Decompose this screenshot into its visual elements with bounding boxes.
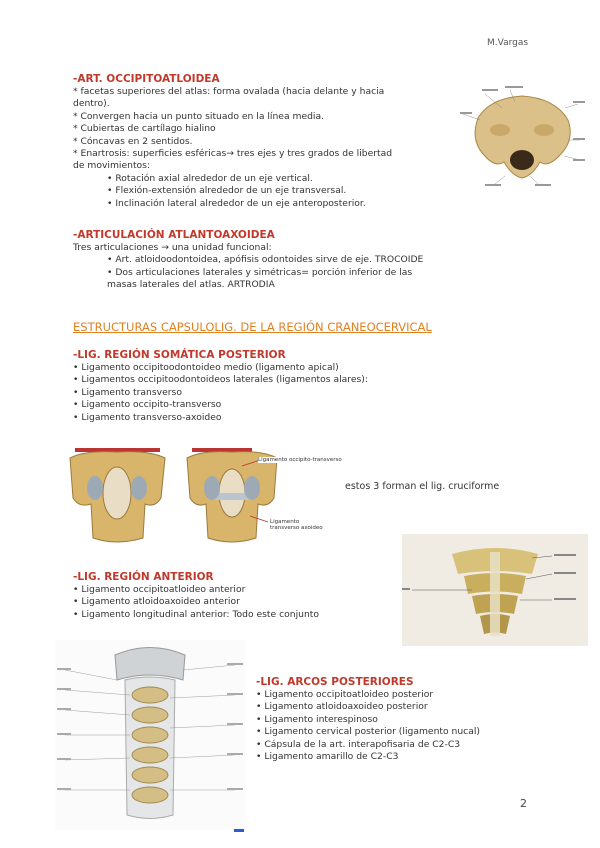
sec3-line: • Ligamento occipitoodontoideo medio (ligamento apical) — [73, 362, 339, 373]
sec2-bullet: • Art. atloidoodontoidea, apófisis odontoides sirve de eje. TROCOIDE — [107, 254, 424, 266]
sec4-line: • Ligamento longitudinal anterior: Todo este conjunto — [73, 608, 320, 620]
sec1-line: * facetas superiores del atlas: forma ovalada (hacia delante y hacia — [73, 86, 385, 97]
author-name: M.Vargas — [487, 38, 529, 48]
sec1-line: * Cubiertas de cartílago hialino — [73, 123, 216, 135]
foramen-hole — [510, 150, 534, 170]
sec5-line: • Ligamento amarillo de C2-C3 — [256, 751, 399, 763]
sec1-bullet: • Inclinación lateral alrededor de un eje anteroposterior. — [107, 197, 366, 209]
heading-somatica-posterior: -LIG. REGIÓN SOMÁTICA POSTERIOR — [73, 349, 286, 361]
sec1-line: * Cóncavas en 2 sentidos. — [73, 135, 193, 147]
sec5-line: • Ligamento atloidoaxoideo posterior — [256, 701, 428, 713]
sec1-text — [73, 86, 392, 210]
sec3-line: • Ligamento transverso-axoideo — [73, 411, 222, 423]
posterior-arches-figure — [55, 640, 245, 830]
sec4-line: • Ligamento occipitoatloideo anterior — [73, 584, 246, 595]
sec5-text — [256, 689, 480, 763]
heading-region-anterior: -LIG. REGIÓN ANTERIOR — [73, 571, 214, 583]
sec5-line: • Ligamento interespinoso — [256, 713, 378, 725]
sec2-intro: Tres articulaciones → una unidad funcional: — [73, 242, 272, 253]
ligament-figure-right — [182, 438, 282, 548]
sec5-line: • Ligamento occipitoatloideo posterior — [256, 689, 434, 700]
section-title-craneocervical: ESTRUCTURAS CAPSULOLIG. DE LA REGIÓN CRANEOCERVICAL — [73, 320, 432, 334]
sec4-line: • Ligamento atloidoaxoideo anterior — [73, 596, 240, 608]
ligament-figure-left — [65, 438, 170, 548]
sec1-line: de movimientos: — [73, 160, 151, 172]
heading-atlantoaxoidea: -ARTICULACIÓN ATLANTOAXOIDEA — [73, 229, 275, 241]
figure-label-transverso-axoideo: Ligamento transverso axoideo — [270, 519, 330, 531]
cruciforme-note: estos 3 forman el lig. cruciforme — [345, 481, 500, 492]
sec5-line: • Ligamento cervical posterior (ligamento nucal) — [256, 726, 480, 738]
atlas-bone-figure — [460, 80, 585, 190]
heading-arcos-posteriores: -LIG. ARCOS POSTERIORES — [256, 676, 414, 688]
sec3-text — [73, 362, 368, 424]
figure-label-occipito-transverso: Ligamento occipito-transverso — [258, 457, 342, 463]
sec1-line: dentro). — [73, 98, 110, 110]
sec1-bullet: • Flexión-extensión alrededor de un eje transversal. — [107, 185, 347, 197]
sec5-line: • Cápsula de la art. interapofisaria de C2-C3 — [256, 738, 461, 750]
sec3-line: • Ligamentos occipitoodontoideos laterales (ligamentos alares): — [73, 374, 368, 386]
sec2-bullet: masas laterales del atlas. ARTRODIA — [107, 279, 275, 291]
blue-marker — [234, 829, 244, 832]
sec1-line: * Convergen hacia un punto situado en la línea media. — [73, 110, 325, 122]
anterior-ligament-figure — [402, 534, 588, 646]
sec2-bullet: • Dos articulaciones laterales y simétricas= porción inferior de las — [107, 266, 413, 278]
sec2-text — [73, 242, 423, 292]
heading-occipitoatloidea: -ART. OCCIPITOATLOIDEA — [73, 73, 220, 85]
page-number: 2 — [520, 797, 527, 810]
sec4-text — [73, 584, 319, 621]
sec3-line: • Ligamento occipito-transverso — [73, 399, 222, 411]
sec3-line: • Ligamento transverso — [73, 386, 182, 398]
sec1-bullet: • Rotación axial alrededor de un eje vertical. — [107, 172, 313, 184]
sec1-line: * Enartrosis: superficies esféricas→ tres ejes y tres grados de libertad — [73, 148, 393, 160]
